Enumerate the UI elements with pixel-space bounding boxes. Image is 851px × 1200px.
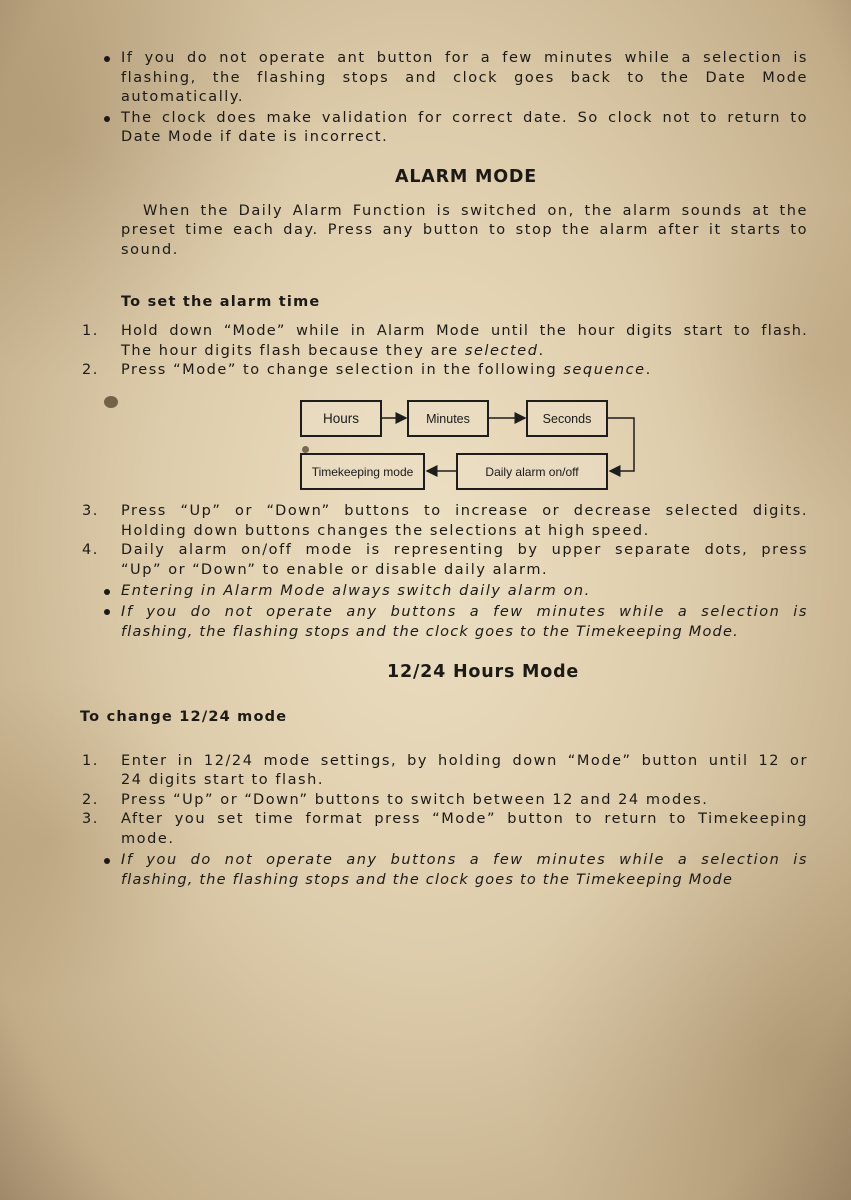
step-line: mode. bbox=[121, 831, 175, 847]
step-line: Press “Up” or “Down” buttons to increase or decrease selected digits. bbox=[121, 503, 808, 519]
step-number: 3. bbox=[82, 811, 99, 827]
note-line: flashing, the flashing stops and the clock goes to the Timekeeping Mode bbox=[121, 872, 734, 888]
step-line: Press “Mode” to change selection in the following sequence. bbox=[121, 362, 652, 378]
bullet-dot bbox=[104, 609, 110, 615]
note-line: Date Mode if date is incorrect. bbox=[121, 129, 389, 145]
step-line: Press “Up” or “Down” buttons to switch between 12 and 24 modes. bbox=[121, 792, 709, 808]
flow-box-hours: Hours bbox=[300, 400, 382, 437]
note-line: automatically. bbox=[121, 89, 245, 105]
subheading: To set the alarm time bbox=[121, 294, 321, 310]
step-line: 24 digits start to flash. bbox=[121, 772, 325, 788]
step-line: Enter in 12/24 mode settings, by holding down “Mode” button until 12 or bbox=[121, 753, 808, 769]
intro-line: sound. bbox=[121, 242, 179, 258]
step-line: The hour digits flash because they are selected. bbox=[121, 343, 545, 359]
step-number: 1. bbox=[82, 753, 99, 769]
note-line: If you do not operate any buttons a few minutes while a selection is bbox=[121, 604, 808, 620]
intro-line: When the Daily Alarm Function is switched on, the alarm sounds at the bbox=[143, 203, 808, 219]
flow-box-seconds: Seconds bbox=[526, 400, 608, 437]
step-number: 2. bbox=[82, 792, 99, 808]
step-line: Holding down buttons changes the selections at high speed. bbox=[121, 523, 650, 539]
emphasis-text: selected bbox=[464, 343, 539, 359]
step-line: Hold down “Mode” while in Alarm Mode until the hour digits start to flash. bbox=[121, 323, 808, 339]
flow-box-minutes: Minutes bbox=[407, 400, 489, 437]
section-heading: ALARM MODE bbox=[395, 167, 537, 187]
note-line: flashing, the flashing stops and clock goes back to the Date Mode bbox=[121, 70, 808, 86]
step-line: Daily alarm on/off mode is representing by upper separate dots, press bbox=[121, 542, 808, 558]
emphasis-text: sequence bbox=[563, 362, 646, 378]
arrow-seconds-to-daily-alarm bbox=[608, 418, 634, 471]
note-line: If you do not operate ant button for a few minutes while a selection is bbox=[121, 50, 808, 66]
bullet-dot bbox=[104, 589, 110, 595]
flow-box-timekeeping: Timekeeping mode bbox=[300, 453, 425, 490]
step-number: 4. bbox=[82, 542, 99, 558]
intro-line: preset time each day. Press any button to stop the alarm after it starts to bbox=[121, 222, 808, 238]
step-number: 2. bbox=[82, 362, 99, 378]
step-number: 1. bbox=[82, 323, 99, 339]
note-line: The clock does make validation for correct date. So clock not to return to bbox=[121, 110, 808, 126]
section-heading: 12/24 Hours Mode bbox=[387, 662, 580, 682]
step-line: “Up” or “Down” to enable or disable daily alarm. bbox=[121, 562, 549, 578]
note-line: If you do not operate any buttons a few minutes while a selection is bbox=[121, 852, 808, 868]
subheading: To change 12/24 mode bbox=[80, 709, 288, 725]
bullet-dot bbox=[104, 858, 110, 864]
note-line: flashing, the flashing stops and the clock goes to the Timekeeping Mode. bbox=[121, 624, 739, 640]
step-line: After you set time format press “Mode” button to return to Timekeeping bbox=[121, 811, 808, 827]
note-line: Entering in Alarm Mode always switch daily alarm on. bbox=[121, 583, 591, 599]
step-number: 3. bbox=[82, 503, 99, 519]
flow-box-daily-alarm: Daily alarm on/off bbox=[456, 453, 608, 490]
